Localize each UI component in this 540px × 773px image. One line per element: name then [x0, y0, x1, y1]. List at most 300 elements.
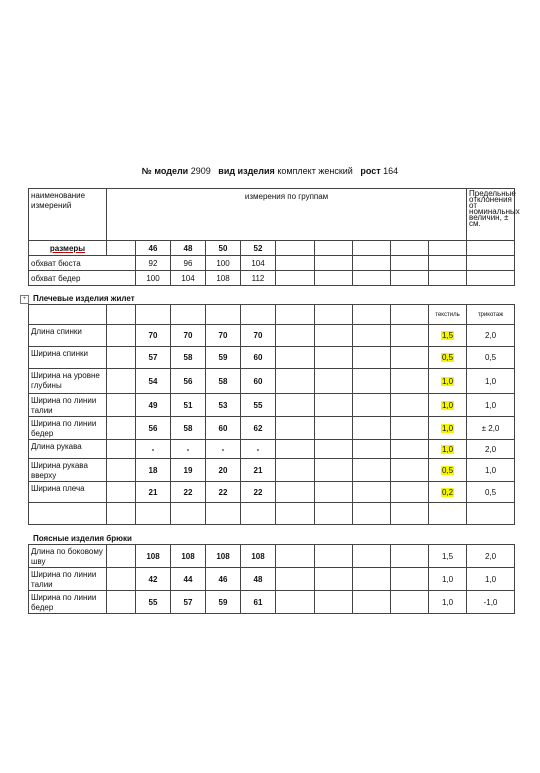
row-label-text: Ширина спинки: [31, 349, 88, 358]
empty-cell: [107, 347, 136, 369]
measure-value-text: -: [221, 444, 225, 454]
measure-value: [171, 256, 206, 271]
row-label: [29, 256, 136, 271]
row-label: [29, 271, 136, 286]
table-row: [29, 369, 515, 394]
empty-cell: [276, 241, 315, 256]
row-label-text: обхват бедер: [31, 273, 81, 283]
row-label-text: Длина рукава: [31, 442, 82, 451]
tolerance-textile-text: 1,0: [441, 574, 454, 584]
measure-value-text: 104: [251, 258, 265, 268]
empty-cell: [107, 417, 136, 440]
measure-value-text: 62: [253, 423, 263, 433]
table-row: [29, 591, 515, 614]
empty-cell: [353, 256, 391, 271]
size-48: [171, 241, 206, 256]
empty-cell: [353, 459, 391, 482]
table-row: [29, 440, 515, 459]
measure-value: [171, 568, 206, 591]
row-label-text: Ширина плеча: [31, 484, 85, 493]
tolerance-textile-text: 0,5: [441, 353, 454, 362]
table-row: [29, 482, 515, 503]
tolerance-textile: [429, 459, 467, 482]
empty-cell: [467, 256, 515, 271]
measure-value-text: 56: [183, 376, 193, 386]
empty-cell: [467, 241, 515, 256]
measure-value: [136, 394, 171, 417]
document-title: [0, 166, 540, 176]
empty-cell: [391, 568, 429, 591]
measure-value-text: 104: [181, 273, 195, 283]
tolerance-knit: [467, 545, 515, 568]
empty-cell: [107, 394, 136, 417]
table-row: [29, 347, 515, 369]
row-label-text: Ширина по линии талии: [31, 570, 97, 589]
measure-value-text: 108: [251, 551, 265, 561]
measure-value-text: 53: [218, 400, 228, 410]
measure-value: [171, 591, 206, 614]
tolerance-textile: [429, 568, 467, 591]
empty-cell: [276, 568, 315, 591]
measure-value-text: 58: [218, 376, 228, 386]
measure-value-text: -: [151, 444, 155, 454]
empty-cell: [276, 459, 315, 482]
empty-cell: [276, 305, 315, 325]
col-knit: [467, 305, 515, 325]
measure-value: [241, 271, 276, 286]
empty-row: [29, 503, 515, 525]
measure-value: [171, 545, 206, 568]
row-label-text: Ширина по линии бедер: [31, 419, 97, 438]
empty-cell: [353, 545, 391, 568]
measure-value: [136, 591, 171, 614]
col-textile: [429, 305, 467, 325]
empty-cell: [391, 256, 429, 271]
row-label-text: Ширина рукава вверху: [31, 461, 88, 480]
empty-cell: [171, 305, 206, 325]
empty-cell: [107, 482, 136, 503]
tolerance-textile-text: 1,0: [441, 423, 454, 433]
model-label: № модели: [141, 166, 189, 176]
measure-value-text: 42: [148, 574, 158, 584]
measure-value: [206, 440, 241, 459]
empty-cell: [353, 417, 391, 440]
empty-cell: [241, 503, 276, 525]
empty-cell: [107, 241, 136, 256]
measure-value: [136, 545, 171, 568]
tolerance-knit-text: 2,0: [484, 331, 497, 340]
measure-value-text: 58: [183, 423, 193, 433]
empty-cell: [107, 568, 136, 591]
empty-cell: [276, 256, 315, 271]
tolerance-textile: [429, 347, 467, 369]
row-label: [29, 394, 107, 417]
empty-cell: [136, 305, 171, 325]
model-value: 2909: [190, 166, 211, 176]
tolerance-knit: [467, 459, 515, 482]
tolerance-knit: [467, 417, 515, 440]
measure-value: [206, 591, 241, 614]
measure-value: [206, 417, 241, 440]
measure-value-text: 21: [148, 487, 158, 497]
sizes-label-text: размеры: [49, 243, 86, 253]
tolerance-knit-text: 0,5: [484, 487, 497, 497]
empty-cell: [276, 482, 315, 503]
measure-value: [206, 325, 241, 347]
trousers-table: [28, 544, 515, 614]
empty-cell: [107, 591, 136, 614]
measure-value: [136, 440, 171, 459]
measure-value: [136, 256, 171, 271]
measure-value: [136, 369, 171, 394]
empty-cell: [276, 503, 315, 525]
measure-value: [206, 482, 241, 503]
measure-value-text: 108: [181, 551, 195, 561]
tolerance-knit: [467, 482, 515, 503]
measure-value-text: 60: [253, 376, 263, 386]
table-row: [29, 394, 515, 417]
measure-value-text: 20: [218, 465, 228, 475]
empty-cell: [107, 503, 136, 525]
table-move-handle-icon[interactable]: +: [20, 295, 29, 304]
measure-value-text: 59: [218, 353, 228, 362]
measure-value: [206, 394, 241, 417]
tolerance-textile-text: 1,5: [441, 331, 454, 340]
empty-cell: [241, 305, 276, 325]
measure-value-text: 108: [146, 551, 160, 561]
section-title-vest: Плечевые изделия жилет: [33, 294, 135, 303]
size-46: [136, 241, 171, 256]
empty-cell: [315, 482, 353, 503]
measure-value: [241, 347, 276, 369]
section-title-trousers: Поясные изделия брюки: [33, 534, 132, 543]
table-row: [29, 459, 515, 482]
measure-value: [171, 325, 206, 347]
type-value: комплект женский: [277, 166, 353, 176]
size-50: [206, 241, 241, 256]
measure-value: [206, 568, 241, 591]
measure-value: [171, 459, 206, 482]
measure-value: [241, 417, 276, 440]
empty-cell: [29, 503, 107, 525]
name-header: наименование измерений: [29, 189, 107, 241]
row-label: [29, 482, 107, 503]
empty-cell: [391, 271, 429, 286]
tolerance-knit: [467, 347, 515, 369]
empty-cell: [276, 325, 315, 347]
measure-value-text: 112: [251, 273, 265, 283]
empty-cell: [353, 482, 391, 503]
row-label: [29, 347, 107, 369]
measure-value: [136, 271, 171, 286]
empty-cell: [391, 440, 429, 459]
header-row: [29, 305, 515, 325]
vest-table: [28, 304, 515, 525]
row-label: [29, 440, 107, 459]
row-label-text: Ширина на уровне глубины: [31, 371, 100, 390]
sizes-table: [28, 188, 520, 286]
measure-value-text: 92: [148, 258, 158, 268]
empty-cell: [206, 305, 241, 325]
measure-value-text: -: [186, 444, 190, 454]
measure-value: [206, 347, 241, 369]
tolerance-textile-text: 1,0: [441, 376, 454, 386]
empty-cell: [107, 305, 136, 325]
measure-value-text: 100: [146, 273, 160, 283]
row-label: [29, 325, 107, 347]
tolerance-knit-text: 0,5: [484, 353, 497, 362]
empty-cell: [353, 347, 391, 369]
tolerance-knit-text: 1,0: [484, 574, 497, 584]
empty-cell: [353, 325, 391, 347]
measure-value: [241, 440, 276, 459]
row-label: [29, 369, 107, 394]
row-label: [29, 591, 107, 614]
empty-cell: [353, 271, 391, 286]
empty-cell: [315, 394, 353, 417]
empty-cell: [276, 369, 315, 394]
measure-value: [206, 271, 241, 286]
tolerance-textile: [429, 394, 467, 417]
measure-value-text: 46: [218, 574, 228, 584]
row-label: [29, 459, 107, 482]
empty-cell: [276, 394, 315, 417]
empty-cell: [353, 568, 391, 591]
table-row: [29, 256, 515, 271]
measure-value: [206, 369, 241, 394]
table-row: [29, 271, 515, 286]
tolerance-textile-text: 1,5: [441, 551, 454, 561]
measure-value: [241, 256, 276, 271]
empty-cell: [315, 256, 353, 271]
tolerance-knit-text: 1,0: [484, 465, 497, 475]
tolerance-header: Предельные отклонения от номинальных величин, ± см.: [467, 189, 515, 241]
empty-cell: [353, 394, 391, 417]
measure-value: [171, 369, 206, 394]
empty-cell: [315, 305, 353, 325]
measure-value: [241, 394, 276, 417]
empty-cell: [391, 417, 429, 440]
measure-value: [241, 568, 276, 591]
tolerance-knit: [467, 440, 515, 459]
tolerance-textile: [429, 591, 467, 614]
measure-value: [171, 394, 206, 417]
empty-cell: [276, 591, 315, 614]
empty-cell: [391, 325, 429, 347]
empty-cell: [391, 482, 429, 503]
empty-cell: [276, 417, 315, 440]
row-label-text: обхват бюста: [31, 258, 81, 268]
empty-cell: [429, 271, 467, 286]
tolerance-textile: [429, 440, 467, 459]
empty-cell: [353, 440, 391, 459]
empty-cell: [107, 369, 136, 394]
empty-cell: [353, 503, 391, 525]
col-textile-text: текстиль: [435, 311, 460, 318]
empty-cell: [391, 394, 429, 417]
groups-header: измерения по группам: [107, 189, 467, 241]
measure-value-text: 70: [148, 331, 158, 340]
measure-value: [136, 482, 171, 503]
size-52-text: 52: [253, 243, 263, 253]
col-knit-text: трикотаж: [477, 311, 504, 318]
measure-value: [206, 256, 241, 271]
empty-cell: [391, 241, 429, 256]
tolerance-knit: [467, 394, 515, 417]
tolerance-textile: [429, 325, 467, 347]
measure-value: [171, 347, 206, 369]
measure-value: [171, 271, 206, 286]
tolerance-textile-text: 1,0: [441, 400, 454, 410]
measure-value-text: 22: [183, 487, 193, 497]
measure-value-text: 18: [148, 465, 158, 475]
measure-value-text: 108: [216, 273, 230, 283]
measure-value-text: 70: [253, 331, 263, 340]
empty-cell: [315, 325, 353, 347]
row-label-text: Ширина по линии талии: [31, 396, 97, 415]
measure-value-text: 44: [183, 574, 193, 584]
empty-cell: [206, 503, 241, 525]
size-48-text: 48: [183, 243, 193, 253]
measure-value: [206, 545, 241, 568]
tolerance-knit-text: ± 2,0: [481, 423, 500, 433]
measure-value-text: 55: [253, 400, 263, 410]
empty-cell: [315, 459, 353, 482]
measure-value-text: 58: [183, 353, 193, 362]
measure-value-text: 55: [148, 597, 158, 607]
measure-value-text: 54: [148, 376, 158, 386]
empty-cell: [353, 241, 391, 256]
tolerance-knit-text: 1,0: [484, 376, 497, 386]
empty-cell: [391, 591, 429, 614]
empty-cell: [315, 271, 353, 286]
empty-cell: [429, 256, 467, 271]
empty-cell: [315, 417, 353, 440]
size-52: [241, 241, 276, 256]
empty-cell: [107, 325, 136, 347]
empty-cell: [107, 459, 136, 482]
measure-value-text: 22: [253, 487, 263, 497]
empty-cell: [315, 568, 353, 591]
empty-cell: [29, 305, 107, 325]
measure-value-text: 56: [148, 423, 158, 433]
tolerance-textile-text: 1,0: [441, 597, 454, 607]
empty-cell: [136, 503, 171, 525]
empty-cell: [107, 440, 136, 459]
measure-value: [241, 459, 276, 482]
empty-cell: [171, 503, 206, 525]
measure-value-text: 19: [183, 465, 193, 475]
type-label: вид изделия: [218, 166, 275, 176]
measure-value: [241, 545, 276, 568]
measure-value: [136, 325, 171, 347]
empty-cell: [391, 305, 429, 325]
empty-cell: [276, 271, 315, 286]
empty-cell: [391, 347, 429, 369]
measure-value-text: -: [256, 444, 260, 454]
tolerance-textile: [429, 545, 467, 568]
row-label: [29, 417, 107, 440]
measure-value-text: 60: [218, 423, 228, 433]
tolerance-textile-text: 1,0: [441, 444, 454, 454]
empty-cell: [467, 503, 515, 525]
table-row: [29, 545, 515, 568]
row-label: [29, 545, 107, 568]
empty-cell: [315, 591, 353, 614]
measure-value-text: 48: [253, 574, 263, 584]
row-label: [29, 568, 107, 591]
empty-cell: [429, 241, 467, 256]
tolerance-knit-text: 1,0: [484, 400, 497, 410]
tolerance-knit: [467, 568, 515, 591]
empty-cell: [391, 369, 429, 394]
measure-value-text: 60: [253, 353, 263, 362]
measure-value: [241, 482, 276, 503]
measure-value-text: 57: [148, 353, 158, 362]
measure-value: [241, 325, 276, 347]
empty-cell: [276, 545, 315, 568]
empty-cell: [315, 241, 353, 256]
measure-value-text: 61: [253, 597, 263, 607]
empty-cell: [315, 369, 353, 394]
empty-cell: [107, 545, 136, 568]
tolerance-textile-text: 0,2: [441, 487, 454, 497]
tolerance-knit: [467, 591, 515, 614]
measure-value: [136, 417, 171, 440]
empty-cell: [315, 503, 353, 525]
measure-value-text: 108: [216, 551, 230, 561]
tolerance-textile-text: 0,5: [441, 465, 454, 475]
sizes-label: [29, 241, 107, 256]
measure-value: [136, 568, 171, 591]
row-label-text: Длина по боковому шву: [31, 547, 103, 566]
measure-value-text: 70: [183, 331, 193, 340]
measure-value-text: 49: [148, 400, 158, 410]
tolerance-knit: [467, 369, 515, 394]
empty-cell: [391, 503, 429, 525]
tolerance-knit-text: 2,0: [484, 551, 497, 561]
tolerance-textile: [429, 369, 467, 394]
table-row: [29, 417, 515, 440]
empty-cell: [315, 440, 353, 459]
size-50-text: 50: [218, 243, 228, 253]
empty-cell: [467, 271, 515, 286]
tolerance-knit: [467, 325, 515, 347]
measure-value: [136, 347, 171, 369]
measure-value: [206, 459, 241, 482]
measure-value-text: 22: [218, 487, 228, 497]
table-row: [29, 325, 515, 347]
measure-value-text: 100: [216, 258, 230, 268]
table-row: [29, 568, 515, 591]
empty-cell: [276, 347, 315, 369]
size-46-text: 46: [148, 243, 158, 253]
measure-value: [241, 369, 276, 394]
empty-cell: [353, 591, 391, 614]
sizes-row: [29, 241, 515, 256]
empty-cell: [276, 440, 315, 459]
measure-value: [171, 440, 206, 459]
empty-cell: [353, 369, 391, 394]
measure-value: [241, 591, 276, 614]
measure-value-text: 70: [218, 331, 228, 340]
tolerance-knit-text: 2,0: [484, 444, 497, 454]
measure-value-text: 51: [183, 400, 193, 410]
measure-value: [171, 482, 206, 503]
height-label: рост: [360, 166, 381, 176]
empty-cell: [391, 459, 429, 482]
measure-value-text: 59: [218, 597, 228, 607]
